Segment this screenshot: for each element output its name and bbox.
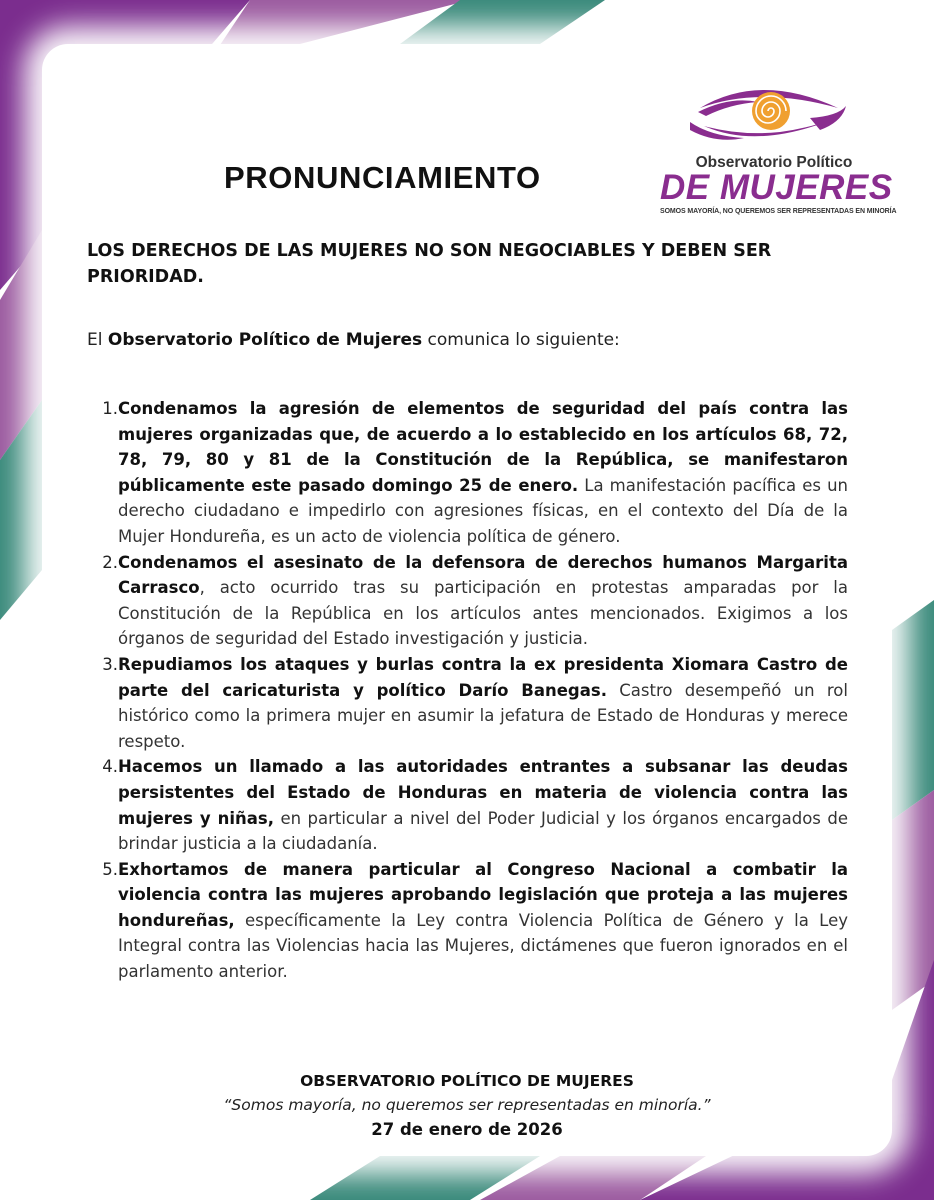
intro-paragraph [87,328,847,352]
list-item-number: 2. [102,552,118,572]
signature-block [100,1069,834,1143]
list-item-text [118,396,848,550]
list-item-text [118,754,848,856]
list-item-number: 1. [102,399,118,418]
intro-suffix: comunica lo siguiente: [422,330,620,350]
list-item-bold: Condenamos el asesinato de la defensora de derechos humanos Margarita Carrasco [118,552,848,598]
logo-wordmark: DE MUJERES [660,168,893,207]
statement-list [100,396,848,985]
footer-org-name: OBSERVATORIO POLÍTICO DE MUJERES [300,1072,634,1090]
footer-motto: “Somos mayoría, no queremos ser representadas en minoría.” [223,1096,711,1114]
list-item-rest: Castro desempeñó un rol histórico como la primera mujer en asumir la jefatura de Estado de Honduras y merece respeto. [118,680,848,751]
list-item-number: 5. [102,859,118,879]
list-item [100,754,848,856]
list-item-rest: específicamente la Ley contra Violencia Política de Género y la Ley Integral contra las Violencias hacia las Mujeres, dictámenes que fueron ignorados en el parlamento anterior. [118,910,848,982]
list-item-text [118,857,848,985]
page-title: PRONUNCIAMIENTO [224,160,541,195]
list-item-text [118,652,848,754]
list-item-number: 3. [102,654,118,674]
list-item-rest: La manifestación pacífica es un derecho ciudadano e impedirlo con agresiones físicas, en el contexto del Día de la Mujer Hondureña, es un acto de violencia política de género. [118,475,848,546]
logo-tagline: SOMOS MAYORÍA, NO QUEREMOS SER REPRESENTADAS EN MINORÍA [660,208,897,215]
headline: LOS DERECHOS DE LAS MUJERES NO SON NEGOCIABLES Y DEBEN SER PRIORIDAD. [87,241,772,287]
list-item-number: 4. [102,757,118,777]
list-item-bold: Hacemos un llamado a las autoridades entrantes a subsanar las deudas persistentes del Estado de Honduras en materia de violencia contra las mujeres y niñas, [118,757,848,828]
list-item-text [118,550,848,652]
intro-org: Observatorio Político de Mujeres [107,330,423,350]
logo-org-name: Observatorio Político [695,154,853,171]
list-item [100,550,848,652]
intro-prefix: El [87,330,108,350]
list-item-bold: Condenamos la agresión de elementos de seguridad del país contra las mujeres organizadas que, de acuerdo a lo establecido en los artículos 68, 72, 78, 79, 80 y 81 de la Constitución de la República, se manifestaron públicamente este pasado domingo 25 de enero. [118,399,848,495]
list-item-rest: en particular a nivel del Poder Judicial y los órganos encargados de brindar justicia a la ciudadanía. [118,808,848,854]
list-item [100,396,848,550]
eye-hands-emblem-icon [660,78,888,154]
list-item-bold: Exhortamos de manera particular al Congreso Nacional a combatir la violencia contra las mujeres aprobando legislación que proteja a las mujeres hondureñas, [118,859,848,930]
list-item [100,857,848,985]
observatorio-logo [660,78,897,223]
footer-date: 27 de enero de 2026 [371,1120,563,1139]
list-item [100,652,848,754]
list-item-bold: Repudiamos los ataques y burlas contra la ex presidenta Xiomara Castro de parte del caricaturista y político Darío Banegas. [118,654,848,700]
list-item-rest: , acto ocurrido tras su participación en protestas amparadas por la Constitución de la República en los artículos antes mencionados. Exigimos a los órganos de seguridad del Estado investigación y justicia. [118,578,848,649]
